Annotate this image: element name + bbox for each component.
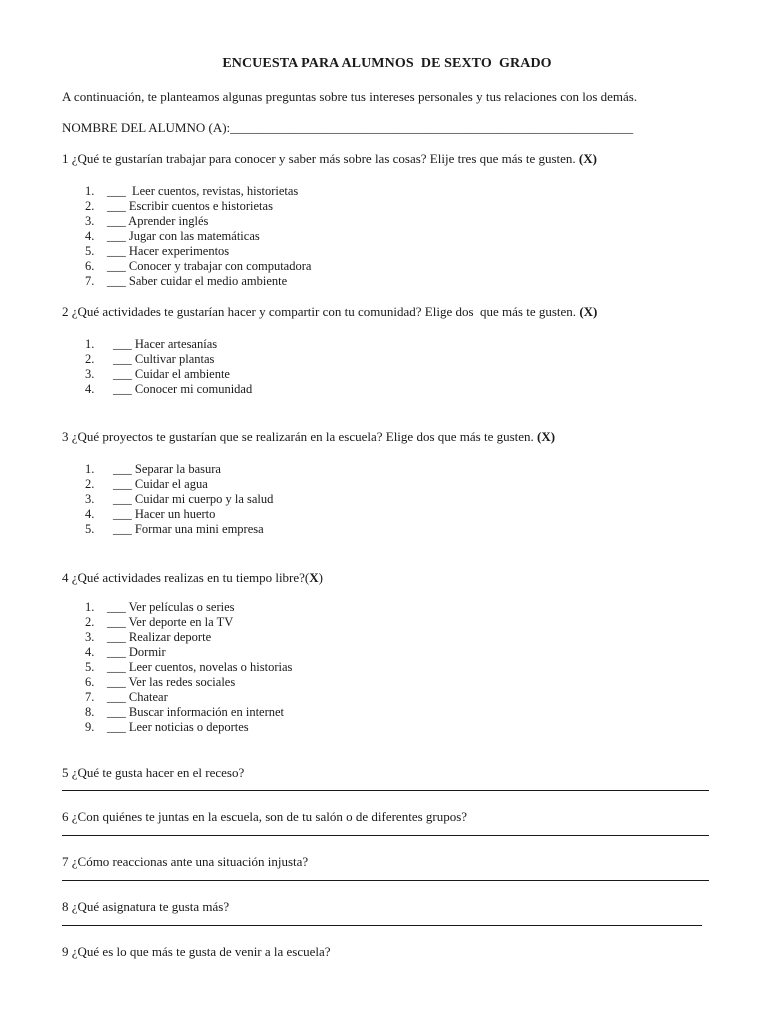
list-item: 1. ___ Separar la basura xyxy=(85,462,221,476)
question-2 xyxy=(62,304,597,319)
list-item: 5. ___ Formar una mini empresa xyxy=(85,522,264,536)
list-item: 4. ___ Conocer mi comunidad xyxy=(85,382,253,396)
list-item: 2. ___ Cultivar plantas xyxy=(85,352,215,366)
answer-line-6 xyxy=(62,835,709,836)
question-3 xyxy=(62,429,555,444)
list-item: 5. ___ Hacer experimentos xyxy=(85,244,230,258)
list-item: 1. ___ Hacer artesanías xyxy=(85,337,218,351)
list-item: 3. ___ Realizar deporte xyxy=(85,630,212,644)
question-4-mark: X xyxy=(309,570,319,585)
answer-line-8 xyxy=(62,925,702,926)
answer-line-5 xyxy=(62,790,709,791)
question-4 xyxy=(62,570,323,585)
question-4-options xyxy=(85,600,293,735)
list-item: 9. ___ Leer noticias o deportes xyxy=(85,720,249,734)
student-name-line: NOMBRE DEL ALUMNO (A):______________________________________________________________ xyxy=(62,120,634,135)
question-1-options xyxy=(85,184,312,289)
list-item: 2. ___ Escribir cuentos e historietas xyxy=(85,199,273,213)
list-item: 7. ___ Chatear xyxy=(85,690,168,704)
list-item: 2. ___ Cuidar el agua xyxy=(85,477,208,491)
question-1-mark: (X) xyxy=(578,151,597,166)
list-item: 4. ___ Hacer un huerto xyxy=(85,507,216,521)
list-item: 4. ___ Jugar con las matemáticas xyxy=(85,229,260,243)
intro-text: A continuación, te planteamos algunas preguntas sobre tus intereses personales y tus relaciones con los demás. xyxy=(62,89,638,104)
list-item: 3. ___ Aprender inglés xyxy=(85,214,209,228)
answer-line-7 xyxy=(62,880,709,881)
list-item: 7. ___ Saber cuidar el medio ambiente xyxy=(85,274,288,288)
question-3-text: 3 ¿Qué proyectos te gustarían que se realizarán en la escuela? Elige dos que más te gusten. xyxy=(62,429,538,444)
list-item: 6. ___ Ver las redes sociales xyxy=(85,675,236,689)
list-item: 6. ___ Conocer y trabajar con computadora xyxy=(85,259,312,273)
list-item: 3. ___ Cuidar el ambiente xyxy=(85,367,230,381)
question-9: 9 ¿Qué es lo que más te gusta de venir a la escuela? xyxy=(62,944,331,959)
list-item: 1. ___ Leer cuentos, revistas, historietas xyxy=(85,184,299,198)
question-4-text: 4 ¿Qué actividades realizas en tu tiempo libre?( xyxy=(62,570,310,585)
question-2-text: 2 ¿Qué actividades te gustarían hacer y compartir con tu comunidad? Elige dos que más te gusten. xyxy=(62,304,580,319)
question-1-text: 1 ¿Qué te gustarían trabajar para conocer y saber más sobre las cosas? Elije tres que más te gusten. xyxy=(62,151,579,166)
question-5: 5 ¿Qué te gusta hacer en el receso? xyxy=(62,765,245,780)
list-item: 8. ___ Buscar información en internet xyxy=(85,705,285,719)
list-item: 5. ___ Leer cuentos, novelas o historias xyxy=(85,660,293,674)
list-item: 1. ___ Ver películas o series xyxy=(85,600,235,614)
question-2-mark: (X) xyxy=(579,304,598,319)
question-7: 7 ¿Cómo reaccionas ante una situación injusta? xyxy=(62,854,309,869)
question-2-options xyxy=(85,337,253,397)
question-8: 8 ¿Qué asignatura te gusta más? xyxy=(62,899,230,914)
question-1 xyxy=(62,151,597,166)
document-title: ENCUESTA PARA ALUMNOS DE SEXTO GRADO xyxy=(222,56,552,71)
question-3-mark: (X) xyxy=(537,429,556,444)
list-item: 3. ___ Cuidar mi cuerpo y la salud xyxy=(85,492,274,506)
question-6: 6 ¿Con quiénes te juntas en la escuela, son de tu salón o de diferentes grupos? xyxy=(62,809,468,824)
list-item: 2. ___ Ver deporte en la TV xyxy=(85,615,234,629)
list-item: 4. ___ Dormir xyxy=(85,645,166,659)
question-3-options xyxy=(85,462,274,537)
question-4-text-end: ) xyxy=(318,570,323,585)
